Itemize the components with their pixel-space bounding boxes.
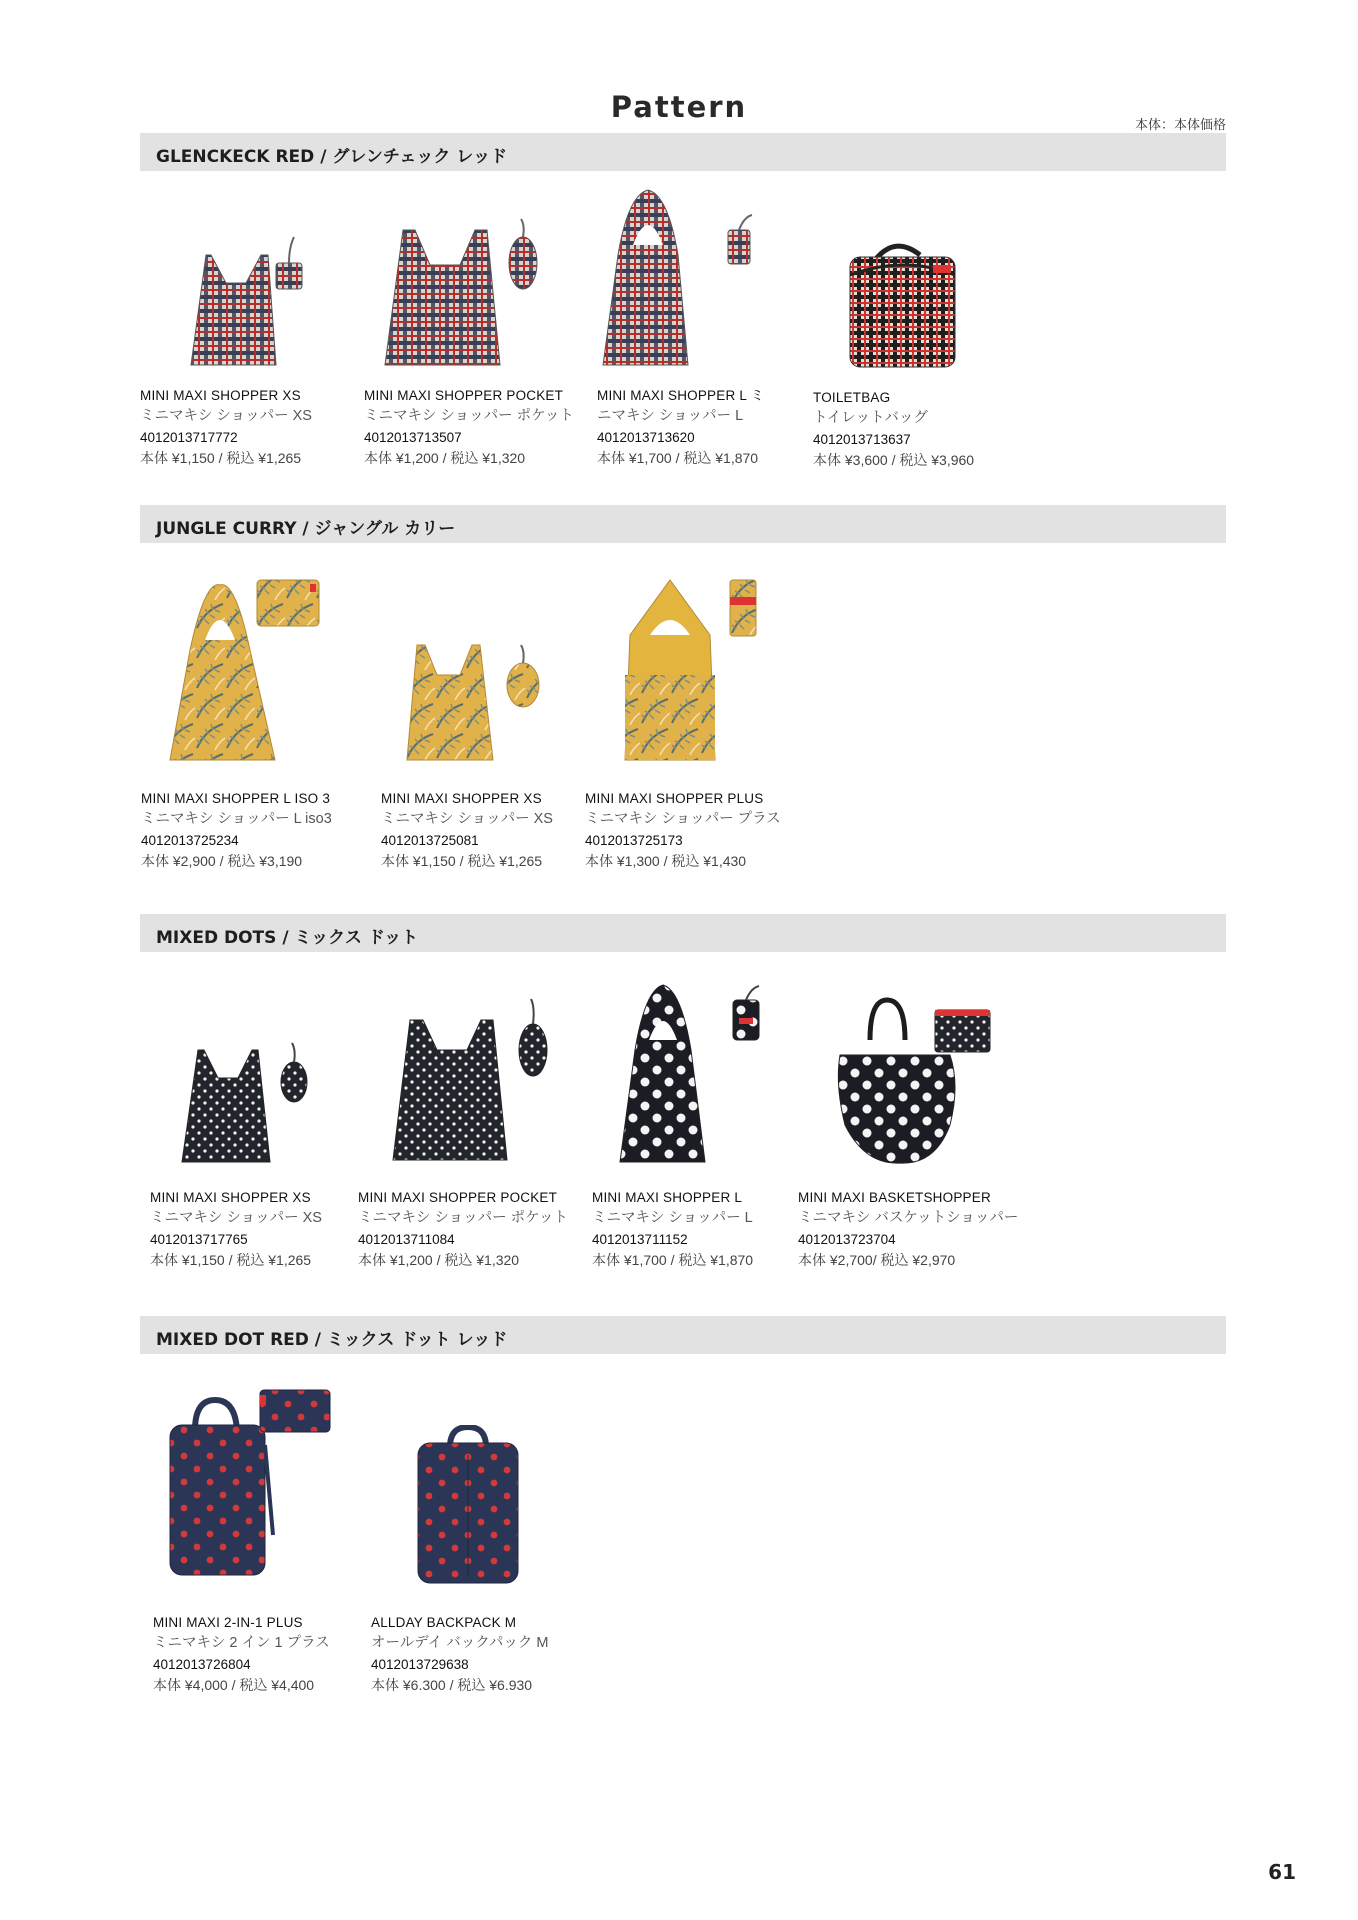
page-title: Pattern <box>610 90 748 124</box>
page-number: 61 <box>1268 1860 1296 1884</box>
product-name: MINI MAXI 2-IN-1 PLUS <box>153 1615 303 1630</box>
product-name-jp: ミニマキシ ショッパー XS <box>381 811 553 827</box>
product-image-allday-backpack-m <box>410 1425 540 1585</box>
product-info <box>150 1187 322 1271</box>
product-name-jp: ミニマキシ ショッパー XS <box>140 408 312 424</box>
product-price: 本体 ¥1,150 / 税込 ¥1,265 <box>140 450 302 466</box>
product-info <box>597 385 764 469</box>
product-name-jp: トイレットバッグ <box>813 410 928 426</box>
product-image-mini-maxi-shopper-xs <box>176 225 316 375</box>
product-name-jp: ミニマキシ ショッパー L <box>592 1210 753 1226</box>
product-code: 4012013713620 <box>597 430 695 445</box>
product-info <box>364 385 574 469</box>
product-info <box>592 1187 753 1271</box>
product-info <box>153 1612 330 1696</box>
product-code: 4012013711084 <box>358 1232 455 1247</box>
product-image-mini-maxi-shopper-plus <box>610 575 770 770</box>
product-image-mini-maxi-shopper-l-dots <box>615 980 775 1170</box>
price-note: 本体：本体価格 <box>1134 117 1226 132</box>
product-code: 4012013723704 <box>798 1232 896 1247</box>
product-price: 本体 ¥1,150 / 税込 ¥1,265 <box>381 853 543 869</box>
product-name: MINI MAXI SHOPPER POCKET <box>358 1190 558 1205</box>
product-name-jp: ミニマキシ ショッパー L iso3 <box>141 811 332 827</box>
product-price: 本体 ¥1,200 / 税込 ¥1,320 <box>364 450 526 466</box>
product-info <box>813 387 974 471</box>
product-image-mini-maxi-shopper-xs-jungle <box>405 640 555 770</box>
product-name-jp: ミニマキシ バスケットショッパー <box>798 1210 1019 1226</box>
product-price: 本体 ¥3,600 / 税込 ¥3,960 <box>813 452 975 468</box>
product-price: 本体 ¥1,300 / 税込 ¥1,430 <box>585 853 747 869</box>
product-price: 本体 ¥6.300 / 税込 ¥6.930 <box>371 1677 533 1693</box>
product-info <box>371 1612 548 1696</box>
product-name: MINI MAXI SHOPPER L ISO 3 <box>141 791 331 806</box>
product-code: 4012013725234 <box>141 833 239 848</box>
product-price: 本体 ¥1,700 / 税込 ¥1,870 <box>597 450 759 466</box>
product-name: MINI MAXI SHOPPER XS <box>140 388 301 403</box>
product-code: 4012013711152 <box>592 1232 688 1247</box>
product-image-mini-maxi-shopper-pocket-dots <box>385 995 555 1170</box>
product-image-mini-maxi-shopper-pocket <box>375 215 545 375</box>
product-name: ALLDAY BACKPACK M <box>371 1615 517 1630</box>
section-header <box>140 914 1226 952</box>
product-name: MINI MAXI SHOPPER PLUS <box>585 791 764 806</box>
product-name-jp: ニマキシ ショッパー L <box>597 408 744 424</box>
product-name: MINI MAXI SHOPPER XS <box>150 1190 311 1205</box>
product-price: 本体 ¥4,000 / 税込 ¥4,400 <box>153 1677 315 1693</box>
product-name: MINI MAXI BASKETSHOPPER <box>798 1190 991 1205</box>
product-price: 本体 ¥1,200 / 税込 ¥1,320 <box>358 1252 520 1268</box>
product-info <box>140 385 312 469</box>
section-header <box>140 133 1226 171</box>
product-image-mini-maxi-shopper-xs-dots <box>178 1040 318 1170</box>
product-image-mini-maxi-basketshopper <box>825 995 1000 1170</box>
product-code: 4012013726804 <box>153 1657 251 1672</box>
product-info <box>798 1187 1018 1271</box>
product-image-mini-maxi-2-in-1-plus <box>165 1385 335 1585</box>
product-name: MINI MAXI SHOPPER POCKET <box>364 388 564 403</box>
product-name: MINI MAXI SHOPPER XS <box>381 791 542 806</box>
product-info <box>358 1187 568 1271</box>
product-name-jp: ミニマキシ ショッパー XS <box>150 1210 322 1226</box>
product-code: 4012013725081 <box>381 833 479 848</box>
product-code: 4012013713507 <box>364 430 462 445</box>
product-name-jp: ミニマキシ ショッパー プラス <box>585 811 781 827</box>
product-name-jp: ミニマキシ 2 イン 1 プラス <box>153 1635 330 1651</box>
product-code: 4012013717772 <box>140 430 238 445</box>
product-image-mini-maxi-shopper-l-iso3 <box>165 570 335 770</box>
product-price: 本体 ¥1,150 / 税込 ¥1,265 <box>150 1252 312 1268</box>
product-code: 4012013729638 <box>371 1657 469 1672</box>
product-image-toiletbag <box>845 235 975 375</box>
product-code: 4012013725173 <box>585 833 683 848</box>
product-name: MINI MAXI SHOPPER L ミ <box>597 388 765 403</box>
product-code: 4012013717765 <box>150 1232 248 1247</box>
section-title: JUNGLE CURRY / ジャングル カリー <box>156 519 456 539</box>
product-info <box>381 788 553 872</box>
section-title: MIXED DOTS / ミックス ドット <box>156 928 419 948</box>
section-header <box>140 505 1226 543</box>
product-name-jp: ミニマキシ ショッパー ポケット <box>364 408 574 424</box>
product-name-jp: オールデイ バックパック M <box>371 1635 549 1651</box>
product-price: 本体 ¥1,700 / 税込 ¥1,870 <box>592 1252 754 1268</box>
product-name: MINI MAXI SHOPPER L <box>592 1190 743 1205</box>
product-code: 4012013713637 <box>813 432 911 447</box>
product-name: TOILETBAG <box>813 390 891 405</box>
section-title: GLENCKECK RED / グレンチェック レッド <box>156 147 508 167</box>
product-info <box>585 788 781 872</box>
section-title: MIXED DOT RED / ミックス ドット レッド <box>156 1330 508 1350</box>
product-info <box>141 788 332 872</box>
product-image-mini-maxi-shopper-l <box>598 185 768 375</box>
product-price: 本体 ¥2,900 / 税込 ¥3,190 <box>141 853 303 869</box>
section-header <box>140 1316 1226 1354</box>
product-price: 本体 ¥2,700/ 税込 ¥2,970 <box>798 1252 956 1268</box>
product-name-jp: ミニマキシ ショッパー ポケット <box>358 1210 568 1226</box>
